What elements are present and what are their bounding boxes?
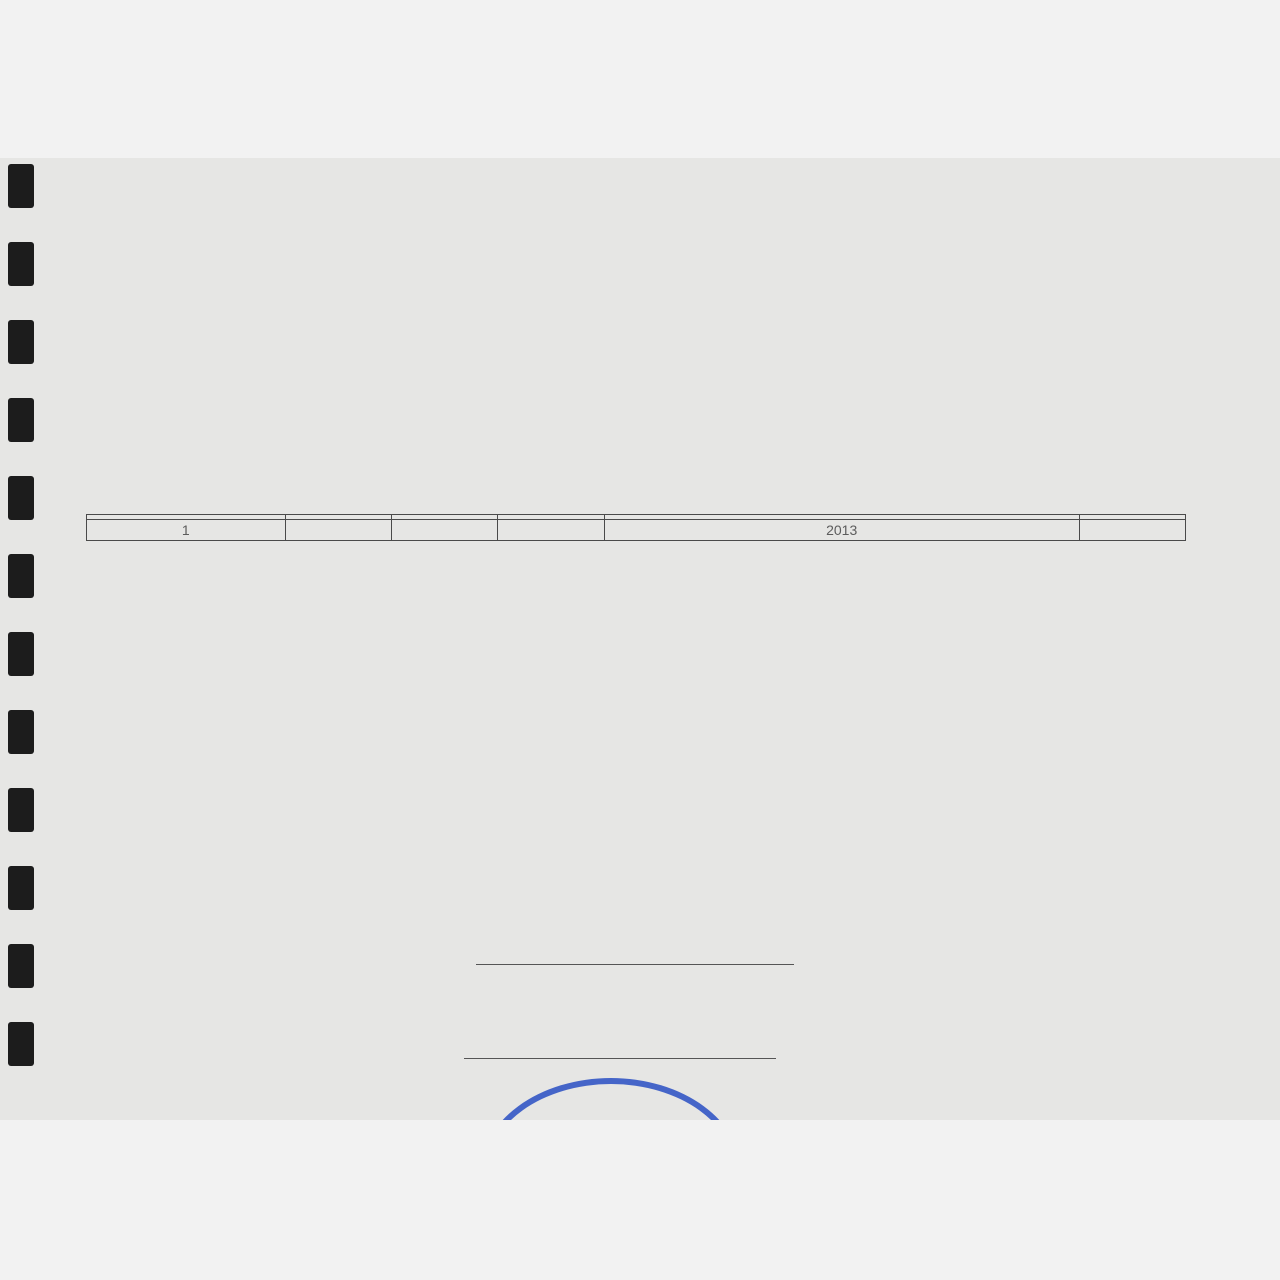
table-row <box>87 520 1186 541</box>
binding-coil <box>8 476 34 520</box>
table-cell: 2013 <box>604 520 1079 541</box>
binding-coil <box>8 242 34 286</box>
signature-line <box>464 1058 776 1059</box>
binding-coil <box>8 554 34 598</box>
table-cell <box>285 520 391 541</box>
table-cell <box>1079 520 1185 541</box>
table-cell: 1 <box>87 520 286 541</box>
stamp-seal <box>480 1078 742 1120</box>
binding-coil <box>8 320 34 364</box>
binding-coil <box>8 632 34 676</box>
binding-coil <box>8 866 34 910</box>
background-area <box>0 1120 1280 1280</box>
document-page <box>0 158 1280 1120</box>
binding-coil <box>8 710 34 754</box>
signature-line <box>476 964 794 965</box>
binding-coil <box>8 788 34 832</box>
binding-coil <box>8 164 34 208</box>
table-cell <box>498 520 604 541</box>
spiral-binding <box>0 158 44 1120</box>
binding-coil <box>8 1022 34 1066</box>
binding-coil <box>8 944 34 988</box>
vehicle-table <box>86 514 1186 541</box>
table-cell <box>391 520 497 541</box>
binding-coil <box>8 398 34 442</box>
